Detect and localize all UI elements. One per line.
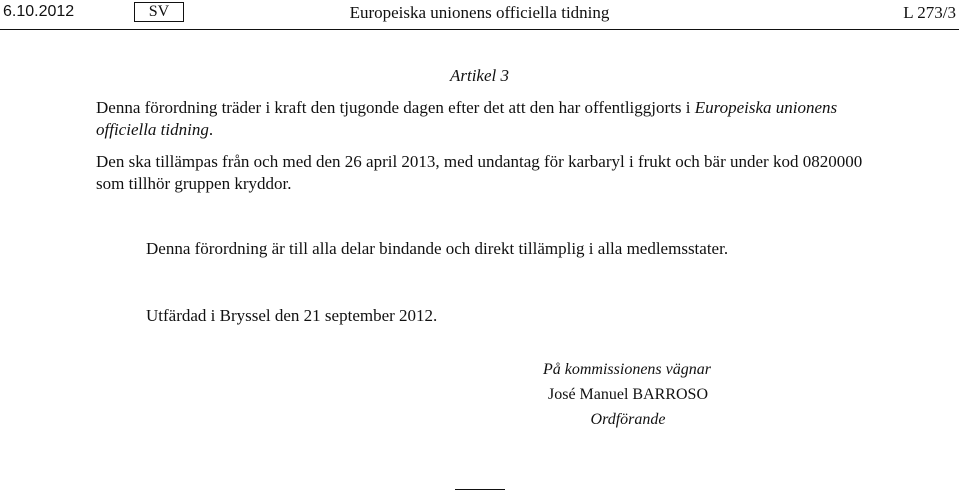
paragraph-text-end: . <box>208 120 214 139</box>
journal-reference: Europeiska unionens officiella tidning <box>96 98 838 139</box>
page-reference: L 273/3 <box>903 3 956 22</box>
journal-title: Europeiska unionens officiella tidning <box>349 3 610 22</box>
article-paragraph-application: Den ska tillämpas från och med den 26 april 2013, med undantag för karbaryl i frukt och bär under kod 0820000 som tillhör gruppen kryddor. <box>96 152 863 193</box>
paragraph-text: Denna förordning träder i kraft den tjugonde dagen efter det att den har offentliggjorts i <box>96 98 695 117</box>
footer-divider <box>455 489 505 490</box>
signature-on-behalf: På kommissionens vägnar <box>543 361 711 378</box>
header-divider <box>0 29 959 30</box>
language-badge: SV <box>134 2 184 22</box>
signatory-name: José Manuel BARROSO <box>547 386 708 403</box>
article-title: Artikel 3 <box>449 66 509 85</box>
signatory-title: Ordförande <box>590 411 666 428</box>
article-paragraph-entry-into-force <box>96 97 866 141</box>
publication-date: 6.10.2012 <box>3 3 75 20</box>
done-at-statement: Utfärdad i Bryssel den 21 september 2012. <box>146 306 438 325</box>
binding-statement: Denna förordning är till alla delar bindande och direkt tillämplig i alla medlemsstater. <box>146 239 729 258</box>
